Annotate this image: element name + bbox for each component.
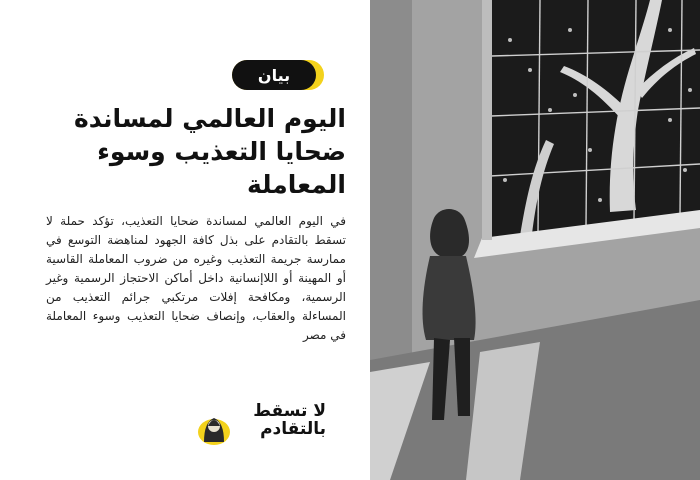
hooded-figure-icon: [196, 406, 232, 446]
statement-body: في اليوم العالمي لمساندة ضحايا التعذيب، تؤكد حملة لا تسقط بالتقادم على بذل كافة الجهود لمناهضة التوسع في ممارسة جريمة التعذيب وغيره من ضروب المعاملة القاسية أو المهينة أو اللاإنسانية داخل أماكن الاحتجاز الرسمية وغير الرسمية، ومكافحة إفلات مرتكبي جرائم التعذيب من المساءلة والعقاب، وإنصاف ضحايا التعذيب وسوء المعاملة في مصر: [46, 214, 346, 342]
window-glass: [488, 0, 700, 238]
window-frame-left: [482, 0, 492, 240]
illustration: [370, 0, 700, 480]
logo-text: [232, 402, 326, 438]
page-title: اليوم العالمي لمساندة ضحايا التعذيب وسوء المعاملة: [73, 104, 346, 199]
tag-label: بيان: [232, 60, 316, 90]
statement-tag: [232, 60, 324, 90]
campaign-logo: [196, 402, 326, 452]
logo-line-1: لا تسقط: [253, 401, 326, 421]
logo-line-2: بالتقادم: [260, 419, 326, 439]
